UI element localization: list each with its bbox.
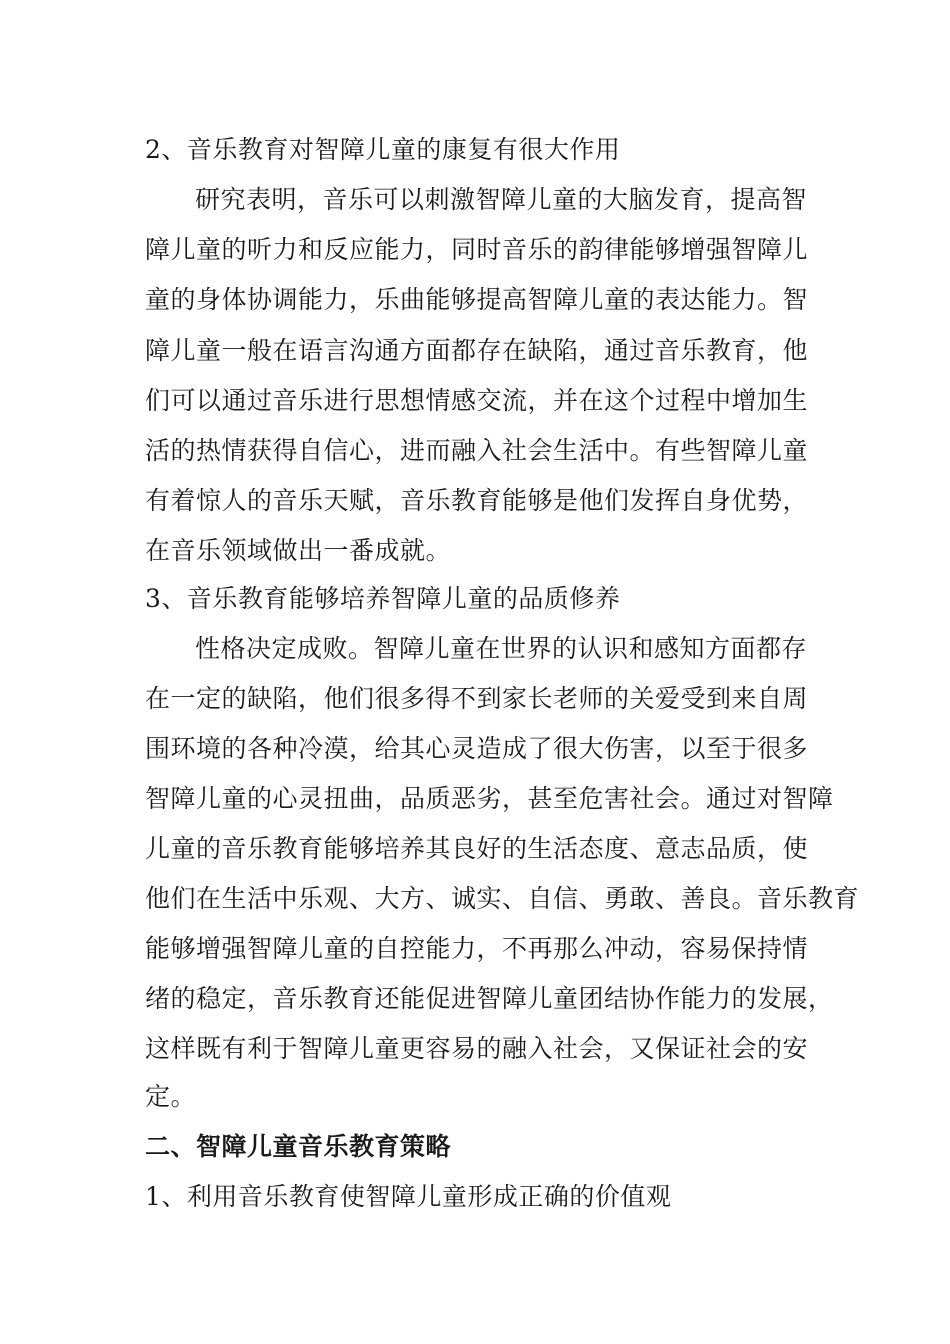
paragraph-line: 儿童的音乐教育能够培养其良好的生活态度、意志品质，使 xyxy=(145,834,809,863)
paragraph-line: 在音乐领域做出一番成就。 xyxy=(145,536,452,565)
paragraph-line: 他们在生活中乐观、大方、诚实、自信、勇敢、善良。音乐教育 xyxy=(145,884,860,913)
paragraph-line: 这样既有利于智障儿童更容易的融入社会，又保证社会的安 xyxy=(145,1034,809,1063)
paragraph-line: 智障儿童的心灵扭曲，品质恶劣，甚至危害社会。通过对智障 xyxy=(145,784,834,813)
subheading-2: 2、音乐教育对智障儿童的康复有很大作用 xyxy=(145,135,621,164)
subheading-1: 1、利用音乐教育使智障儿童形成正确的价值观 xyxy=(145,1182,672,1211)
paragraph-line: 围环境的各种冷漠，给其心灵造成了很大伤害，以至于很多 xyxy=(145,734,809,763)
paragraph-line: 活的热情获得自信心，进而融入社会生活中。有些智障儿童 xyxy=(145,436,809,465)
subheading-3: 3、音乐教育能够培养智障儿童的品质修养 xyxy=(145,584,621,613)
paragraph-line: 研究表明，音乐可以刺激智障儿童的大脑发育，提高智 xyxy=(195,185,808,214)
paragraph-line: 障儿童一般在语言沟通方面都存在缺陷，通过音乐教育，他 xyxy=(145,336,809,365)
paragraph-line: 有着惊人的音乐天赋，音乐教育能够是他们发挥自身优势， xyxy=(145,486,809,515)
paragraph-line: 障儿童的听力和反应能力，同时音乐的韵律能够增强智障儿 xyxy=(145,235,809,264)
paragraph-line: 性格决定成败。智障儿童在世界的认识和感知方面都存 xyxy=(195,634,808,663)
paragraph-line: 童的身体协调能力，乐曲能够提高智障儿童的表达能力。智 xyxy=(145,285,809,314)
paragraph-line: 能够增强智障儿童的自控能力，不再那么冲动，容易保持情 xyxy=(145,934,809,963)
paragraph-line: 定。 xyxy=(145,1082,197,1111)
paragraph-line: 绪的稳定，音乐教育还能促进智障儿童团结协作能力的发展， xyxy=(145,984,834,1013)
section-heading: 二、智障儿童音乐教育策略 xyxy=(145,1132,452,1161)
paragraph-line: 在一定的缺陷，他们很多得不到家长老师的关爱受到来自周 xyxy=(145,684,809,713)
paragraph-line: 们可以通过音乐进行思想情感交流，并在这个过程中增加生 xyxy=(145,386,809,415)
